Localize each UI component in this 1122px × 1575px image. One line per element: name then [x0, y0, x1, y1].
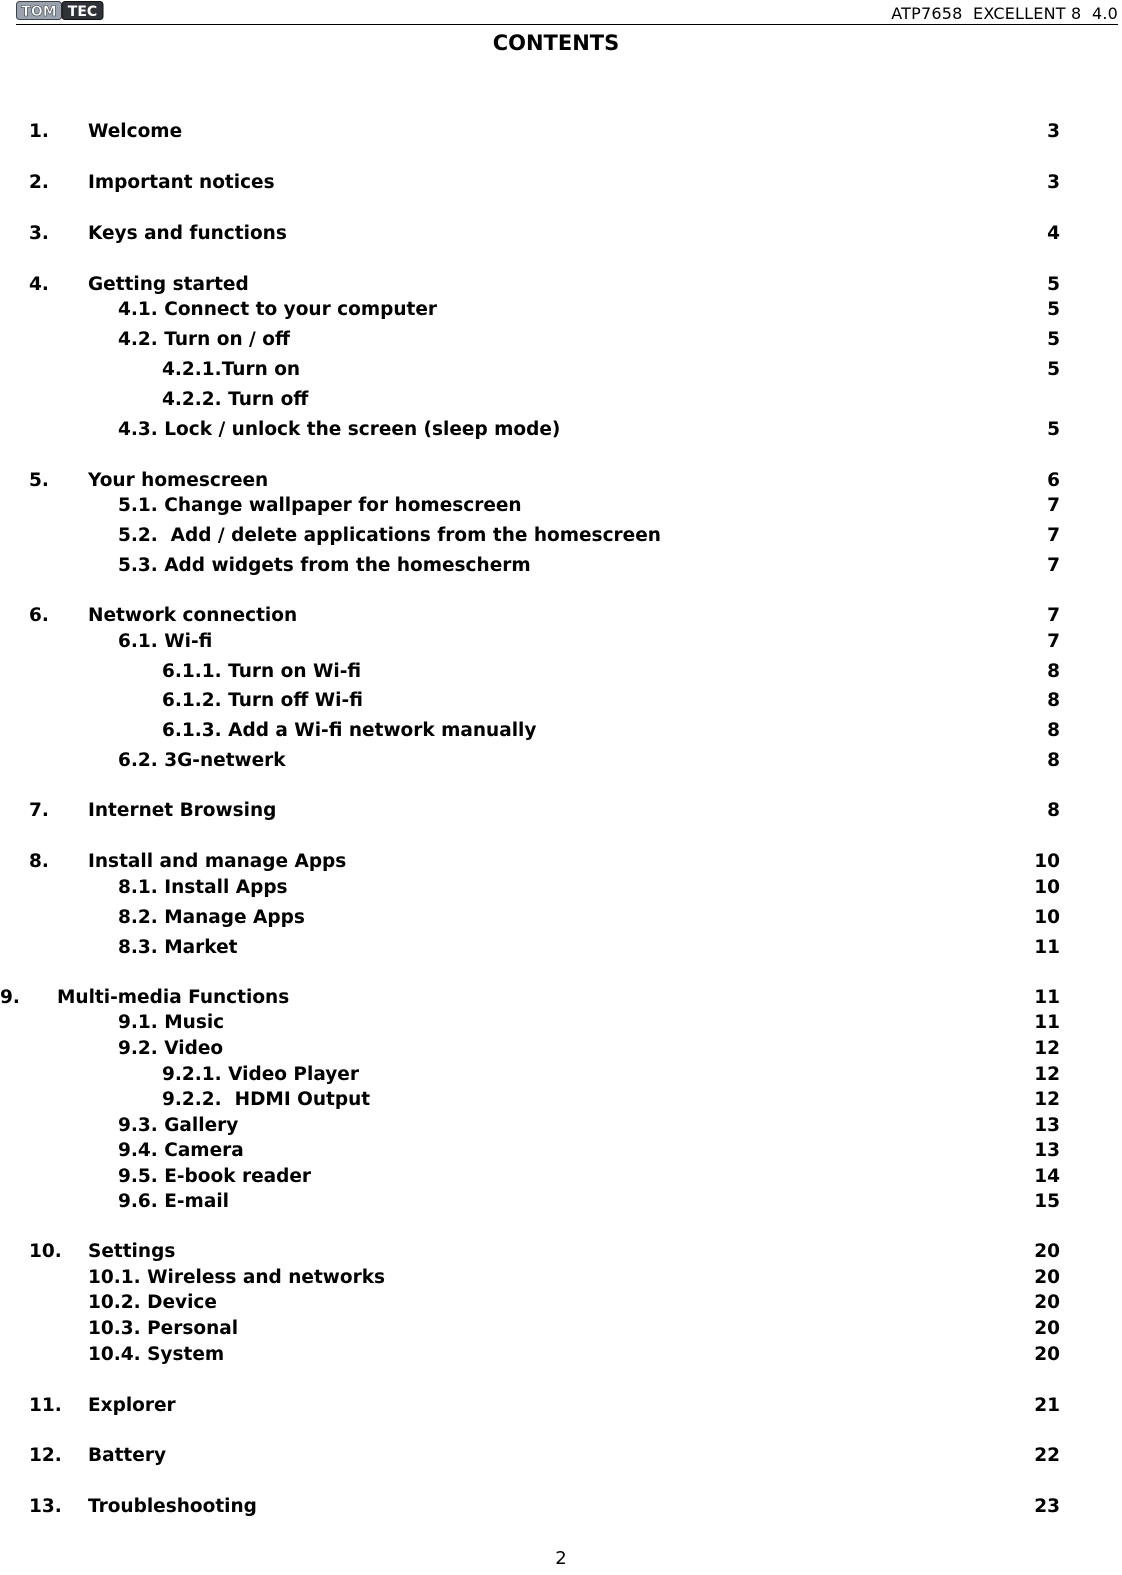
toc-entry-title: 9.5. E-book reader	[118, 1166, 312, 1187]
toc-entry	[0, 358, 1060, 382]
toc-entry-title: Welcome	[88, 121, 183, 142]
document-id: ATP7658 EXCELLENT 8 4.0	[891, 4, 1118, 23]
toc-entry-number: 5.	[29, 470, 49, 491]
toc-entry-page: 7	[1047, 555, 1060, 576]
toc-entry-title: Internet Browsing	[88, 800, 277, 821]
toc-entry-page: 12	[1034, 1064, 1060, 1085]
toc-entry	[0, 273, 1060, 297]
toc-entry	[0, 554, 1060, 578]
toc-entry-title: Settings	[88, 1241, 176, 1262]
toc-entry-page: 13	[1034, 1140, 1060, 1161]
brand-logo	[16, 1, 104, 21]
toc-entry-title: 8.3. Market	[118, 937, 238, 958]
toc-entry-number: 4.	[29, 274, 49, 295]
toc-entry-page: 5	[1047, 299, 1060, 320]
toc-entry-title: 8.1. Install Apps	[118, 877, 288, 898]
toc-entry-page: 8	[1047, 750, 1060, 771]
toc-entry-page: 10	[1034, 907, 1060, 928]
page-title: CONTENTS	[492, 31, 620, 55]
toc-entry	[0, 469, 1060, 493]
toc-entry-number: 13.	[29, 1496, 62, 1517]
toc-entry-page: 7	[1047, 525, 1060, 546]
toc-entry-page: 7	[1047, 605, 1060, 626]
toc-entry	[0, 1037, 1060, 1061]
toc-entry	[0, 876, 1060, 900]
toc-entry	[0, 1444, 1060, 1468]
toc-entry-title: 9.2.2. HDMI Output	[162, 1089, 371, 1110]
toc-entry-number: 11.	[29, 1395, 62, 1416]
toc-entry	[0, 222, 1060, 246]
toc-entry	[0, 936, 1060, 960]
toc-entry-page: 6	[1047, 470, 1060, 491]
toc-entry-number: 1.	[29, 121, 49, 142]
toc-entry-number: 6.	[29, 605, 49, 626]
toc-entry-page: 5	[1047, 359, 1060, 380]
toc-entry-title: 9.3. Gallery	[118, 1115, 239, 1136]
svg-text:TOM: TOM	[21, 4, 57, 20]
toc-entry-number: 12.	[29, 1445, 62, 1466]
toc-entry	[0, 850, 1060, 874]
toc-entry-page: 5	[1047, 419, 1060, 440]
toc-entry	[0, 1317, 1060, 1341]
toc-entry-title: 10.3. Personal	[88, 1318, 239, 1339]
toc-entry-page: 22	[1034, 1445, 1060, 1466]
toc-entry-page: 7	[1047, 495, 1060, 516]
svg-text:TEC: TEC	[67, 4, 98, 20]
toc-entry	[0, 799, 1060, 823]
toc-entry	[0, 1394, 1060, 1418]
toc-entry-title: 6.2. 3G-netwerk	[118, 750, 286, 771]
toc-entry-page: 12	[1034, 1089, 1060, 1110]
toc-entry-title: 6.1.2. Turn off Wi-fi	[162, 690, 363, 711]
toc-entry-page: 11	[1034, 987, 1060, 1008]
toc-entry	[0, 1139, 1060, 1163]
toc-entry-title: Multi-media Functions	[57, 987, 290, 1008]
toc-entry	[0, 524, 1060, 548]
toc-entry-number: 8.	[29, 851, 49, 872]
toc-entry-page: 8	[1047, 720, 1060, 741]
toc-entry-page: 10	[1034, 851, 1060, 872]
toc-entry	[0, 986, 1060, 1010]
toc-entry-title: Install and manage Apps	[88, 851, 347, 872]
toc-entry	[0, 298, 1060, 322]
toc-entry-title: Keys and functions	[88, 223, 287, 244]
toc-entry-title: Important notices	[88, 172, 275, 193]
toc-entry-title: 10.4. System	[88, 1344, 225, 1365]
toc-entry-page: 23	[1034, 1496, 1060, 1517]
toc-entry-page: 20	[1034, 1267, 1060, 1288]
toc-entry-page: 12	[1034, 1038, 1060, 1059]
toc-entry	[0, 1011, 1060, 1035]
toc-entry-page: 8	[1047, 690, 1060, 711]
toc-entry	[0, 1291, 1060, 1315]
page-number: 2	[555, 1548, 567, 1569]
toc-entry-title: 5.2. Add / delete applications from the homescreen	[118, 525, 661, 546]
toc-entry-title: 9.4. Camera	[118, 1140, 244, 1161]
toc-entry-page: 14	[1034, 1166, 1060, 1187]
toc-entry	[0, 1343, 1060, 1367]
toc-entry	[0, 388, 1060, 412]
toc-entry-page: 20	[1034, 1344, 1060, 1365]
toc-entry	[0, 604, 1060, 628]
toc-entry-title: 9.2. Video	[118, 1038, 224, 1059]
toc-entry	[0, 1165, 1060, 1189]
toc-entry-number: 7.	[29, 800, 49, 821]
toc-entry	[0, 120, 1060, 144]
toc-entry-title: 4.1. Connect to your computer	[118, 299, 438, 320]
toc-entry-title: 5.1. Change wallpaper for homescreen	[118, 495, 522, 516]
toc-entry	[0, 418, 1060, 442]
toc-entry	[0, 1266, 1060, 1290]
toc-entry-page: 8	[1047, 661, 1060, 682]
toc-entry	[0, 171, 1060, 195]
toc-entry-page: 20	[1034, 1318, 1060, 1339]
toc-entry-title: 6.1.1. Turn on Wi-fi	[162, 661, 362, 682]
toc-entry-page: 5	[1047, 274, 1060, 295]
toc-entry-title: 9.1. Music	[118, 1012, 225, 1033]
toc-entry	[0, 906, 1060, 930]
toc-entry	[0, 1190, 1060, 1214]
toc-entry-page: 3	[1047, 172, 1060, 193]
toc-entry-title: 6.1. Wi-fi	[118, 631, 213, 652]
toc-entry-title: Your homescreen	[88, 470, 269, 491]
toc-entry-title: 8.2. Manage Apps	[118, 907, 305, 928]
toc-entry	[0, 689, 1060, 713]
toc-entry-title: 6.1.3. Add a Wi-fi network manually	[162, 720, 537, 741]
toc-entry-page: 8	[1047, 800, 1060, 821]
toc-entry-title: Battery	[88, 1445, 167, 1466]
toc-entry-title: Network connection	[88, 605, 298, 626]
toc-entry	[0, 1063, 1060, 1087]
toc-entry-number: 3.	[29, 223, 49, 244]
toc-entry-number: 10.	[29, 1241, 62, 1262]
toc-entry-page: 3	[1047, 121, 1060, 142]
toc-entry	[0, 1495, 1060, 1519]
toc-entry-page: 5	[1047, 329, 1060, 350]
toc-entry	[0, 1088, 1060, 1112]
toc-entry	[0, 328, 1060, 352]
toc-entry-title: 5.3. Add widgets from the homescherm	[118, 555, 531, 576]
toc-entry-title: 10.1. Wireless and networks	[88, 1267, 386, 1288]
toc-entry-page: 20	[1034, 1241, 1060, 1262]
toc-entry-number: 9.	[0, 987, 20, 1008]
toc-entry	[0, 1240, 1060, 1264]
toc-entry-title: 4.3. Lock / unlock the screen (sleep mode)	[118, 419, 561, 440]
toc-entry-title: 4.2. Turn on / off	[118, 329, 290, 350]
toc-entry	[0, 660, 1060, 684]
toc-entry-title: Explorer	[88, 1395, 176, 1416]
toc-entry-page: 7	[1047, 631, 1060, 652]
toc-entry-page: 4	[1047, 223, 1060, 244]
toc-entry-title: 4.2.2. Turn off	[162, 389, 309, 410]
toc-entry-page: 15	[1034, 1191, 1060, 1212]
toc-entry-number: 2.	[29, 172, 49, 193]
toc-entry	[0, 719, 1060, 743]
toc-entry-title: 9.6. E-mail	[118, 1191, 229, 1212]
toc-entry	[0, 749, 1060, 773]
toc-entry	[0, 494, 1060, 518]
header-divider	[16, 24, 1118, 25]
toc-entry-title: 10.2. Device	[88, 1292, 217, 1313]
toc-entry-title: 4.2.1.Turn on	[162, 359, 301, 380]
toc-entry-title: Troubleshooting	[88, 1496, 257, 1517]
brand-logo-graphic	[16, 1, 104, 21]
toc-entry	[0, 1114, 1060, 1138]
toc-entry-page: 11	[1034, 937, 1060, 958]
toc-entry-page: 10	[1034, 877, 1060, 898]
toc-entry-page: 21	[1034, 1395, 1060, 1416]
toc-entry-title: Getting started	[88, 274, 249, 295]
toc-entry-page: 20	[1034, 1292, 1060, 1313]
toc-entry-title: 9.2.1. Video Player	[162, 1064, 359, 1085]
toc-entry-page: 11	[1034, 1012, 1060, 1033]
toc-entry	[0, 630, 1060, 654]
toc-entry-page: 13	[1034, 1115, 1060, 1136]
